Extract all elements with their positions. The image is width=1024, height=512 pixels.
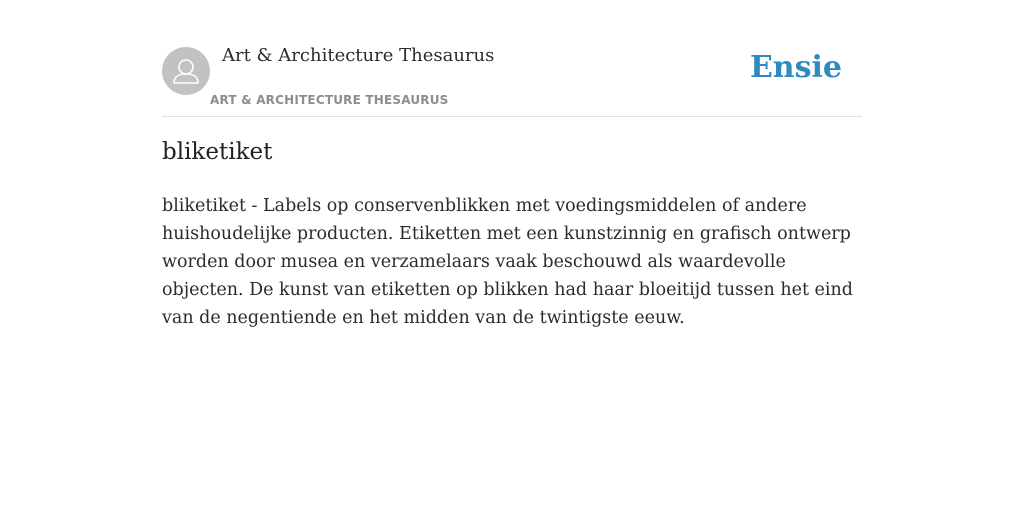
source-label[interactable]: ART & ARCHITECTURE THESAURUS <box>210 93 449 107</box>
definition-text: bliketiket - Labels op conservenblikken met voedingsmiddelen of andere huishoudelijke producten. Etiketten met een kunstzinnig en grafisch ontwerp worden door musea en verzamelaars vaak beschouwd als waardevolle objecten. De kunst van etiketten op blikken had haar bloeitijd tussen het eind van de negentiende en het midden van de twintigste eeuw. <box>162 196 853 328</box>
ensie-logo[interactable]: Ensie <box>749 50 842 85</box>
article-header <box>162 0 862 117</box>
user-avatar-icon[interactable] <box>162 47 210 95</box>
term-title: bliketiket <box>162 139 273 165</box>
avatar-silhouette <box>162 47 210 95</box>
author-name-link[interactable]: Art & Architecture Thesaurus <box>222 45 495 66</box>
